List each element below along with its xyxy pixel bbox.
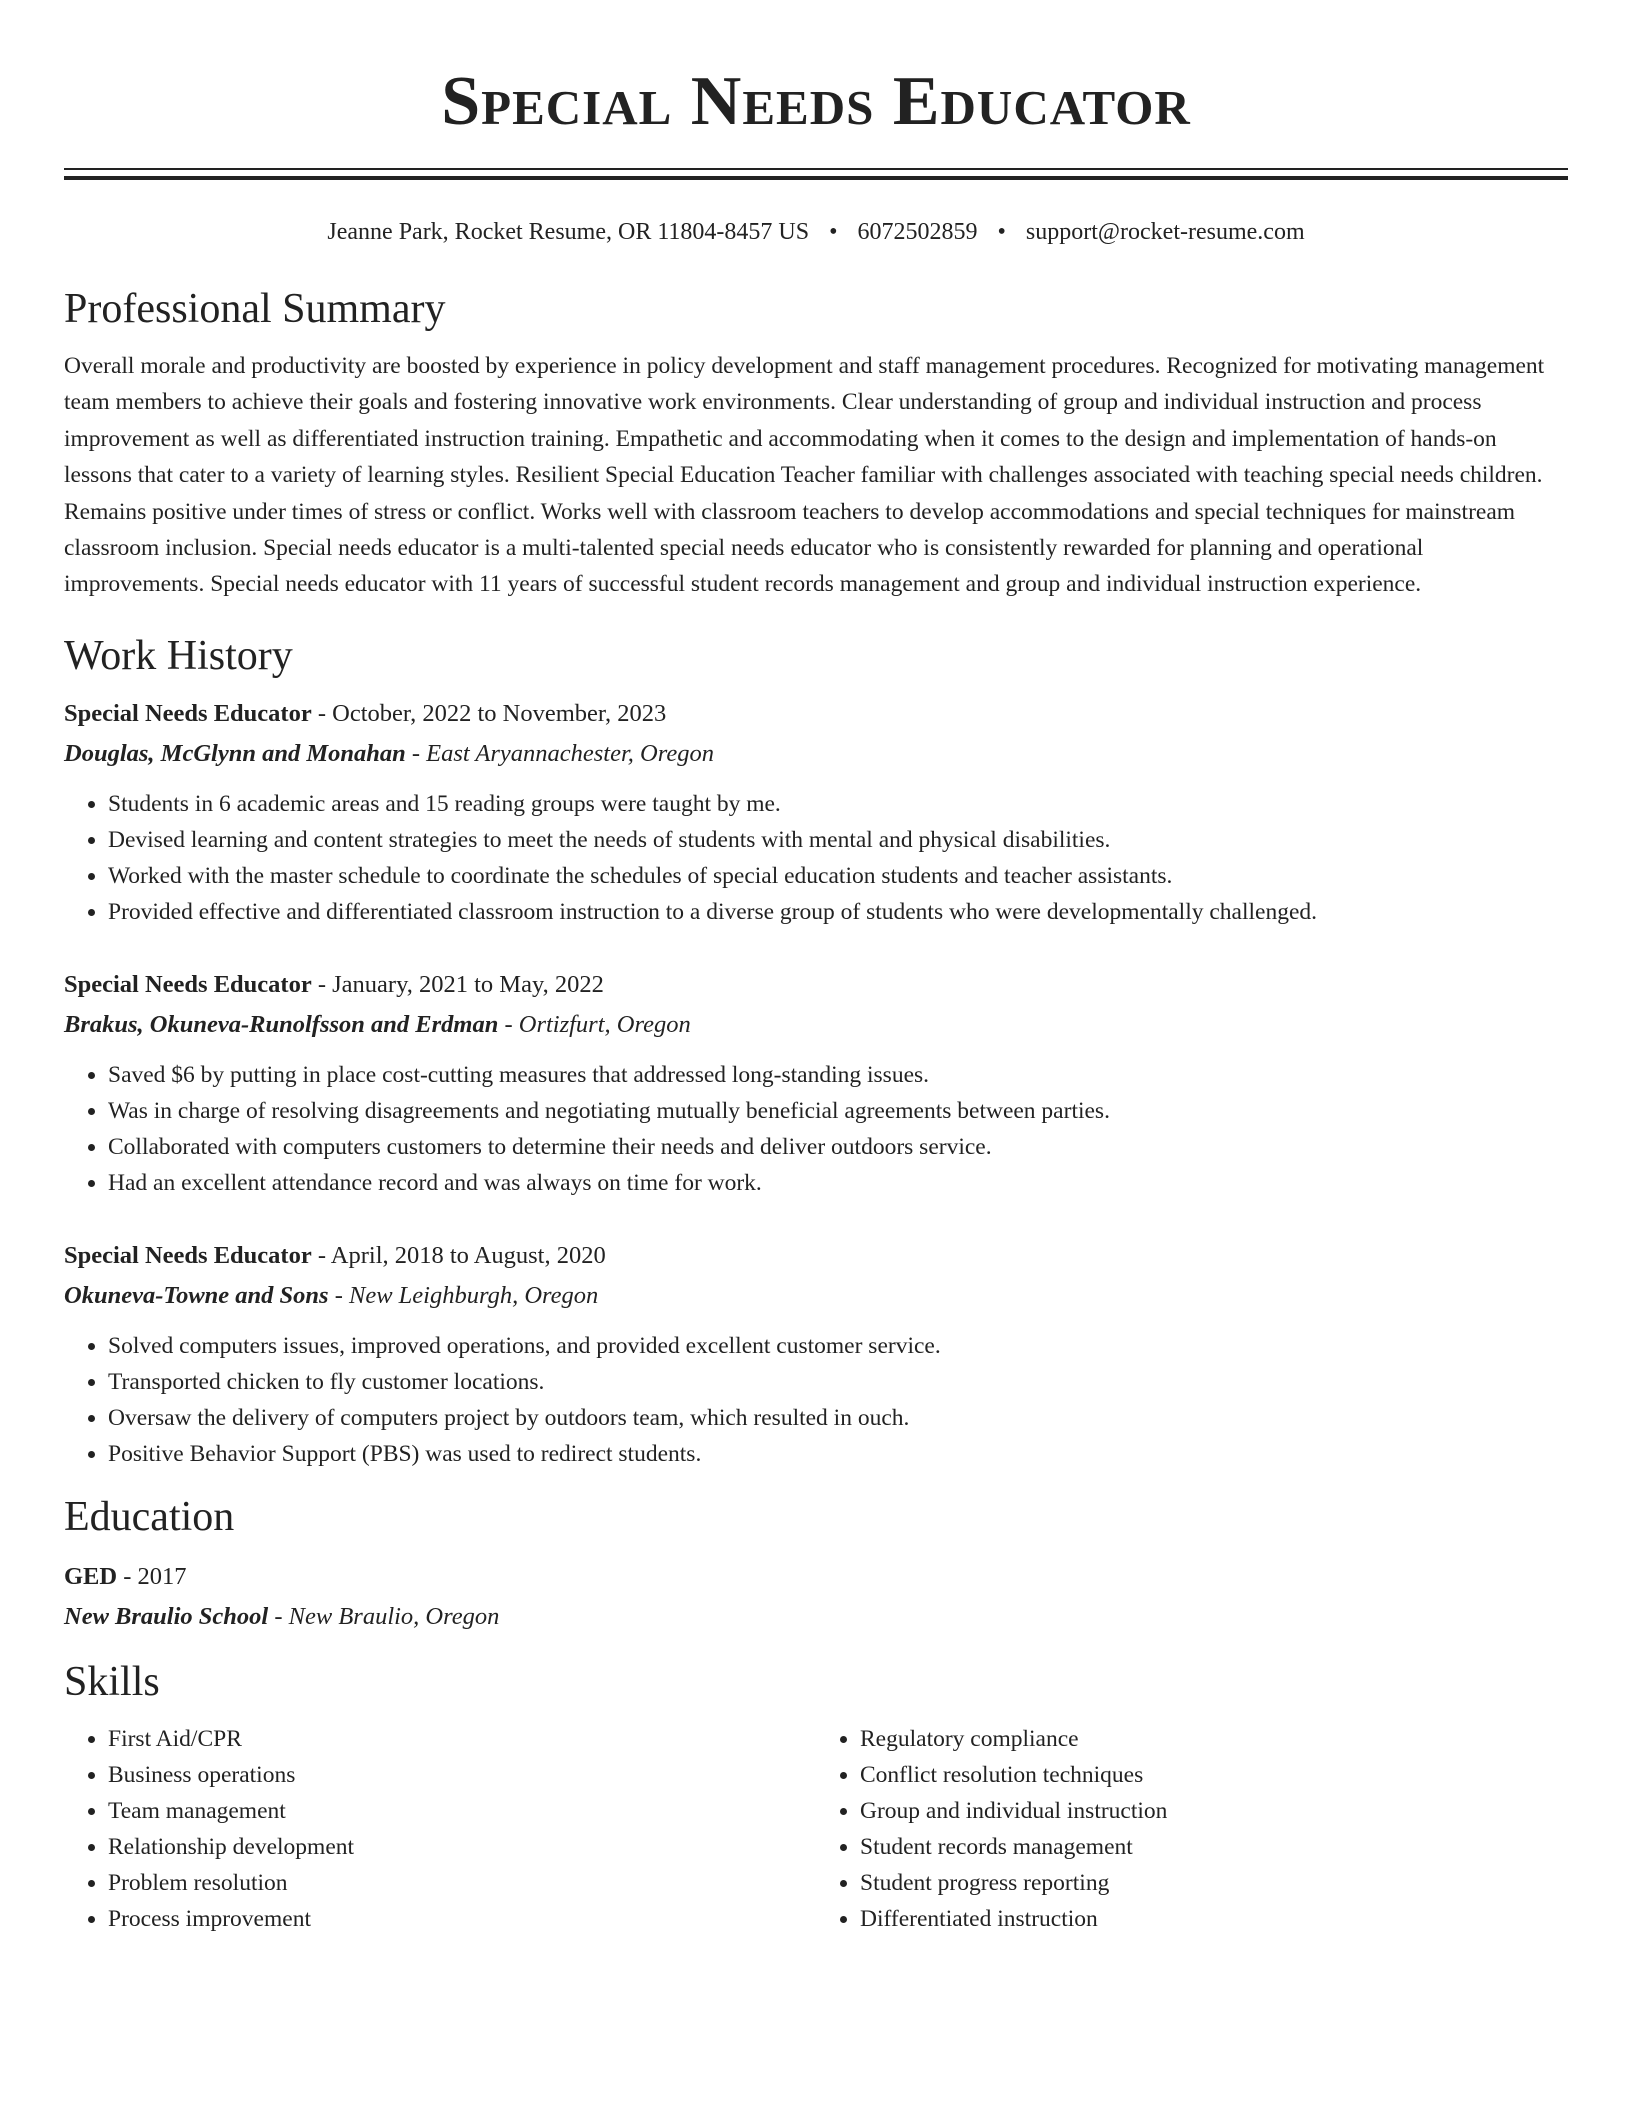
skill-item: • Group and individual instruction xyxy=(860,1793,1568,1829)
degree-dash: - xyxy=(117,1562,138,1590)
contact-address: Jeanne Park, Rocket Resume, OR 11804-8457 US xyxy=(327,219,810,245)
employer-name: Douglas, McGlynn and Monahan xyxy=(64,739,406,767)
job-bullet: • Students in 6 academic areas and 15 reading groups were taught by me. xyxy=(108,786,1568,822)
job-bullet-list xyxy=(64,1057,1568,1201)
job-entry xyxy=(64,1239,1568,1472)
job-bullet: • Oversaw the delivery of computers project by outdoors team, which resulted in ouch. xyxy=(108,1400,1568,1436)
summary-heading: Professional Summary xyxy=(64,286,446,332)
skill-item: • Regulatory compliance xyxy=(860,1721,1568,1757)
job-dates: January, 2021 to May, 2022 xyxy=(332,970,604,998)
education-entry xyxy=(64,1560,1568,1635)
job-bullet-list xyxy=(64,1328,1568,1472)
skill-item: • Conflict resolution techniques xyxy=(860,1757,1568,1793)
employer-dash: - xyxy=(498,1010,519,1038)
education-heading: Education xyxy=(64,1493,235,1540)
employer-line xyxy=(64,736,1568,772)
skill-item: • First Aid/CPR xyxy=(108,1721,816,1757)
employer-line xyxy=(64,1007,1568,1043)
skill-item: • Student progress reporting xyxy=(860,1865,1568,1901)
job-title: Special Needs Educator xyxy=(64,970,312,998)
school-name: New Braulio School xyxy=(64,1602,269,1630)
employer-dash: - xyxy=(328,1281,349,1309)
skills-list-right xyxy=(816,1721,1568,1937)
job-dash: - xyxy=(311,699,333,727)
contact-phone: 6072502859 xyxy=(857,219,978,245)
job-title: Special Needs Educator xyxy=(64,1241,312,1269)
employer-location: Ortizfurt, Oregon xyxy=(518,1010,691,1038)
summary-section xyxy=(64,284,1568,603)
job-entry xyxy=(64,968,1568,1201)
employer-dash: - xyxy=(405,739,427,767)
job-bullet: • Provided effective and differentiated classroom instruction to a diverse group of students who were developmentally challenged. xyxy=(108,894,1568,930)
job-dates: October, 2022 to November, 2023 xyxy=(332,699,667,727)
employer-location: East Aryannachester, Oregon xyxy=(426,739,714,767)
contact-email: support@rocket-resume.com xyxy=(1025,219,1305,245)
job-bullet: • Collaborated with computers customers to determine their needs and deliver outdoors service. xyxy=(108,1129,1568,1165)
contact-separator: • xyxy=(997,219,1006,245)
job-dash: - xyxy=(311,1241,331,1269)
job-bullet: • Saved $6 by putting in place cost-cutting measures that addressed long-standing issues. xyxy=(108,1057,1568,1093)
skill-item: • Relationship development xyxy=(108,1829,816,1865)
job-bullet: • Devised learning and content strategies to meet the needs of students with mental and physical disabilities. xyxy=(108,822,1568,858)
skill-item: • Student records management xyxy=(860,1829,1568,1865)
header-divider-thick xyxy=(64,176,1568,180)
school-line xyxy=(64,1599,1568,1635)
resume-name-heading: Special Needs Educator xyxy=(441,63,1191,140)
job-bullet: • Was in charge of resolving disagreements and negotiating mutually beneficial agreements between parties. xyxy=(108,1093,1568,1129)
degree-year: 2017 xyxy=(137,1562,187,1590)
school-location: New Braulio, Oregon xyxy=(288,1602,500,1630)
employer-line xyxy=(64,1278,1568,1314)
job-dash: - xyxy=(311,970,333,998)
header-divider-thin xyxy=(64,168,1568,170)
job-bullet: • Worked with the master schedule to coordinate the schedules of special education students and teacher assistants. xyxy=(108,858,1568,894)
job-bullet: • Positive Behavior Support (PBS) was used to redirect students. xyxy=(108,1436,1568,1472)
skill-item: • Process improvement xyxy=(108,1901,816,1937)
skills-grid xyxy=(64,1721,1568,1937)
job-bullet: • Transported chicken to fly customer locations. xyxy=(108,1364,1568,1400)
skills-heading: Skills xyxy=(64,1658,160,1705)
work-history-heading: Work History xyxy=(64,632,293,679)
skills-section xyxy=(64,1657,1568,1937)
job-title-line xyxy=(64,968,1568,1002)
job-title: Special Needs Educator xyxy=(64,699,312,727)
employer-name: Okuneva-Towne and Sons xyxy=(64,1281,329,1309)
degree-line xyxy=(64,1560,1568,1594)
job-bullet-list xyxy=(64,786,1568,930)
employer-location: New Leighburgh, Oregon xyxy=(349,1281,599,1309)
skill-item: • Team management xyxy=(108,1793,816,1829)
employer-name: Brakus, Okuneva-Runolfsson and Erdman xyxy=(64,1010,499,1038)
contact-separator: • xyxy=(829,219,838,245)
skills-list-left xyxy=(64,1721,816,1937)
job-entry xyxy=(64,697,1568,930)
skill-item: • Differentiated instruction xyxy=(860,1901,1568,1937)
job-bullet: • Solved computers issues, improved operations, and provided excellent customer service. xyxy=(108,1328,1568,1364)
degree-name: GED xyxy=(64,1562,118,1590)
job-bullet: • Had an excellent attendance record and was always on time for work. xyxy=(108,1165,1568,1201)
skill-item: • Problem resolution xyxy=(108,1865,816,1901)
job-title-line xyxy=(64,1239,1568,1273)
school-dash: - xyxy=(268,1602,289,1630)
contact-line xyxy=(64,216,1568,248)
job-title-line xyxy=(64,697,1568,731)
skill-item: • Business operations xyxy=(108,1757,816,1793)
work-history-section xyxy=(64,631,1568,1472)
job-dates: April, 2018 to August, 2020 xyxy=(330,1241,606,1269)
summary-text: Overall morale and productivity are boosted by experience in policy development and staff management procedures. Recognized for motivating management team members to achieve their goals and fostering innovative work environments. Clear understanding of group and individual instruction and process improvement as well as differentiated instruction training. Empathetic and accommodating when it comes to the design and implementation of hands-on lessons that cater to a variety of learning styles. Resilient Special Education Teacher familiar with challenges associated with teaching special needs children. Remains positive under times of stress or conflict. Works well with classroom teachers to develop accommodations and special techniques for mainstream classroom inclusion. Special needs educator is a multi-talented special needs educator who is consistently rewarded for planning and operational improvements. Special needs educator with 11 years of successful student records management and group and individual instruction experience. xyxy=(64,353,1545,598)
education-section xyxy=(64,1492,1568,1635)
